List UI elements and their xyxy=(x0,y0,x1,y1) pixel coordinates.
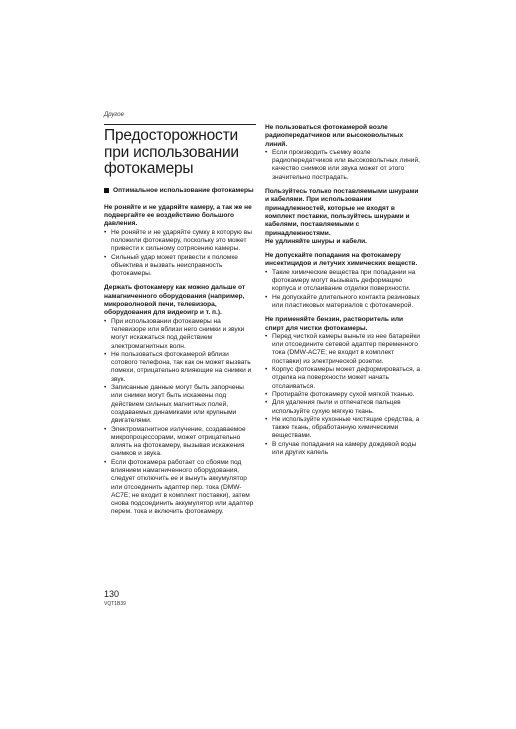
list-item: • Перед чисткой камеры выньте из нее батарейки или отсоедините сетевой адаптер переменного тока (DMW-AC7E; не входит в комплект поставки) из электрической розетки. xyxy=(265,333,423,366)
right-heading-2: Пользуйтесь только поставляемыми шнурами и кабелями. При использовании принадлежностей, которые не входят в комплект поставки, пользуйтесь шнурами и кабелями, поставляемыми с принадлежностями. xyxy=(265,188,419,237)
left-heading-1: Не роняйте и не ударяйте камеру, а так же не подвергайте ее воздействию большого давления. xyxy=(104,203,252,228)
list-item: • Если производить съемку возле радиопередатчиков или высоковольтных линий, качество снимков или звука может от этого значительно пострадать. xyxy=(265,149,423,182)
list-item: • Электромагнитное излучение, создаваемое микропроцессорами, может отрицательно влиять на фотокамеру, вызывая искажения снимков и звука. xyxy=(104,426,256,459)
list-item: • Протирайте фотокамеру сухой мягкой тканью. xyxy=(265,391,423,399)
list-item: • Корпус фотокамеры может деформироваться, а отделка на поверхности может начать отслаиваться. xyxy=(265,366,423,391)
list-item: • Не пользоваться фотокамерой вблизи сотового телефона, так как он может вызвать помехи, отрицательно влияющие на снимки и звук. xyxy=(104,351,256,384)
left-column xyxy=(104,124,256,517)
list-item: • В случае попадания на камеру дождевой воды или других капель xyxy=(265,441,423,458)
right-heading-2b: Не удлиняйте шнуры и кабели. xyxy=(265,237,368,245)
list-item: • При использовании фотокамеры на телевизоре или вблизи него снимки и звуки могут искажаться под действием электромагнитных волн. xyxy=(104,318,256,351)
subheading xyxy=(104,187,256,195)
list-item: • Для удаления пыли и отпечатков пальцев используйте сухую мягкую ткань. xyxy=(265,399,423,416)
list-item: • Такие химические вещества при попадании на фотокамеру могут вызывать деформацию корпуса и отслаивание отделки поверхности. xyxy=(265,269,423,294)
subheading-text: Оптимальное использование фотокамеры xyxy=(113,186,254,194)
right-heading-3: Не допускайте попадания на фотокамеру инсектицидов и летучих химических веществ. xyxy=(265,252,418,268)
right-bullets-4 xyxy=(265,333,423,457)
list-item: • Не допускайте длительного контакта резиновых или пластиковых материалов с фотокамерой. xyxy=(265,294,423,311)
right-column xyxy=(265,124,423,457)
square-bullet-icon xyxy=(104,188,109,193)
list-item: • Сильный удар может привести к поломке объектива и вызвать неисправность фотокамеры. xyxy=(104,254,256,279)
list-item: • Не роняйте и не ударяйте сумку в которую вы положили фотокамеру, поскольку это может привести к сильному сотрясению камеры. xyxy=(104,229,256,254)
list-item: • Если фотокамера работает со сбоями под влиянием намагниченного оборудования, следует отключить ее и вынуть аккумулятор или отсоединить адаптер пер. тока (DMW-AC7E; не входит в комплект поставки), затем снова подсоединить аккумулятор или адаптер перем. тока и включить фотокамеру. xyxy=(104,459,256,517)
list-item: • Не используйте кухонные чистящие средства, а также ткань, обработанную химическими веществами. xyxy=(265,416,423,441)
left-bullets-2 xyxy=(104,318,256,517)
left-heading-2: Держать фотокамеру как можно дальше от намагниченного оборудования (например, микроволновой печи, телевизора, оборудования для видеоигр и т. п.). xyxy=(104,284,246,317)
document-code: VQT1B39 xyxy=(104,601,126,607)
left-bullets-1 xyxy=(104,229,256,279)
page-number: 130 xyxy=(104,589,120,599)
right-heading-1: Не пользоваться фотокамерой возле радиопередатчиков или высоковольтных линий. xyxy=(265,124,404,148)
right-bullets-3 xyxy=(265,269,423,310)
page-title: Предосторожности при использовании фотокамеры xyxy=(104,127,239,177)
right-bullets-1 xyxy=(265,149,423,182)
list-item: • Записанные данные могут быть запорчены или снимки могут быть искажены под действием сильных магнитных полей, создаваемых динамиками или крупными двигателями. xyxy=(104,384,256,425)
section-tag: Другое xyxy=(104,112,124,118)
right-heading-4: Не применяйте бензин, растворитель или спирт для чистки фотокамеры. xyxy=(265,316,404,332)
